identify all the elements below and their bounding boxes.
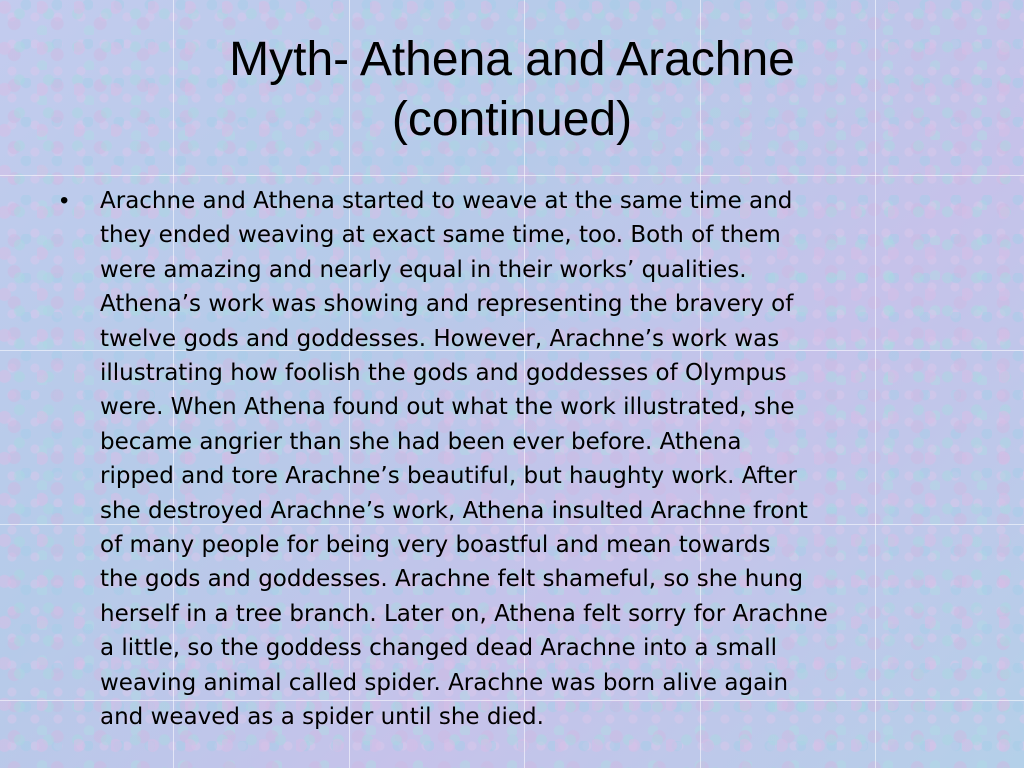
paragraph-line: herself in a tree branch. Later on, Athena felt sorry for Arachne [100, 600, 828, 627]
paragraph-line: of many people for being very boastful and mean towards [100, 532, 771, 559]
paragraph-line: illustrating how foolish the gods and goddesses of Olympus [100, 360, 787, 387]
bullet-item [52, 184, 972, 735]
slide-title [120, 30, 904, 150]
bullet-paragraph [100, 184, 972, 735]
paragraph-line: Arachne and Athena started to weave at the same time and [100, 188, 793, 214]
slide-title-line: Myth- Athena and Arachne [229, 33, 795, 86]
paragraph-line: became angrier than she had been ever before. Athena [100, 428, 742, 455]
paragraph-line: and weaved as a spider until she died. [100, 704, 544, 731]
paragraph-line: Athena’s work was showing and representing the bravery of [100, 291, 794, 318]
paragraph-line: she destroyed Arachne’s work, Athena insulted Arachne front [100, 497, 808, 524]
paragraph-line: ripped and tore Arachne’s beautiful, but haughty work. After [100, 463, 797, 490]
paragraph-line: the gods and goddesses. Arachne felt shameful, so she hung [100, 566, 804, 593]
paragraph-line: were. When Athena found out what the work illustrated, she [100, 394, 795, 421]
slide-body-list [52, 184, 972, 735]
paragraph-line: twelve gods and goddesses. However, Arachne’s work was [100, 325, 780, 352]
slide-title-line: (continued) [391, 93, 633, 146]
bullet-dot-icon: • [60, 187, 69, 214]
background-seam [0, 175, 1024, 176]
paragraph-line: weaving animal called spider. Arachne was born alive again [100, 669, 789, 696]
paragraph-line: they ended weaving at exact same time, too. Both of them [100, 222, 781, 249]
paragraph-line: were amazing and nearly equal in their works’ qualities. [100, 256, 747, 283]
paragraph-line: a little, so the goddess changed dead Arachne into a small [100, 635, 777, 662]
